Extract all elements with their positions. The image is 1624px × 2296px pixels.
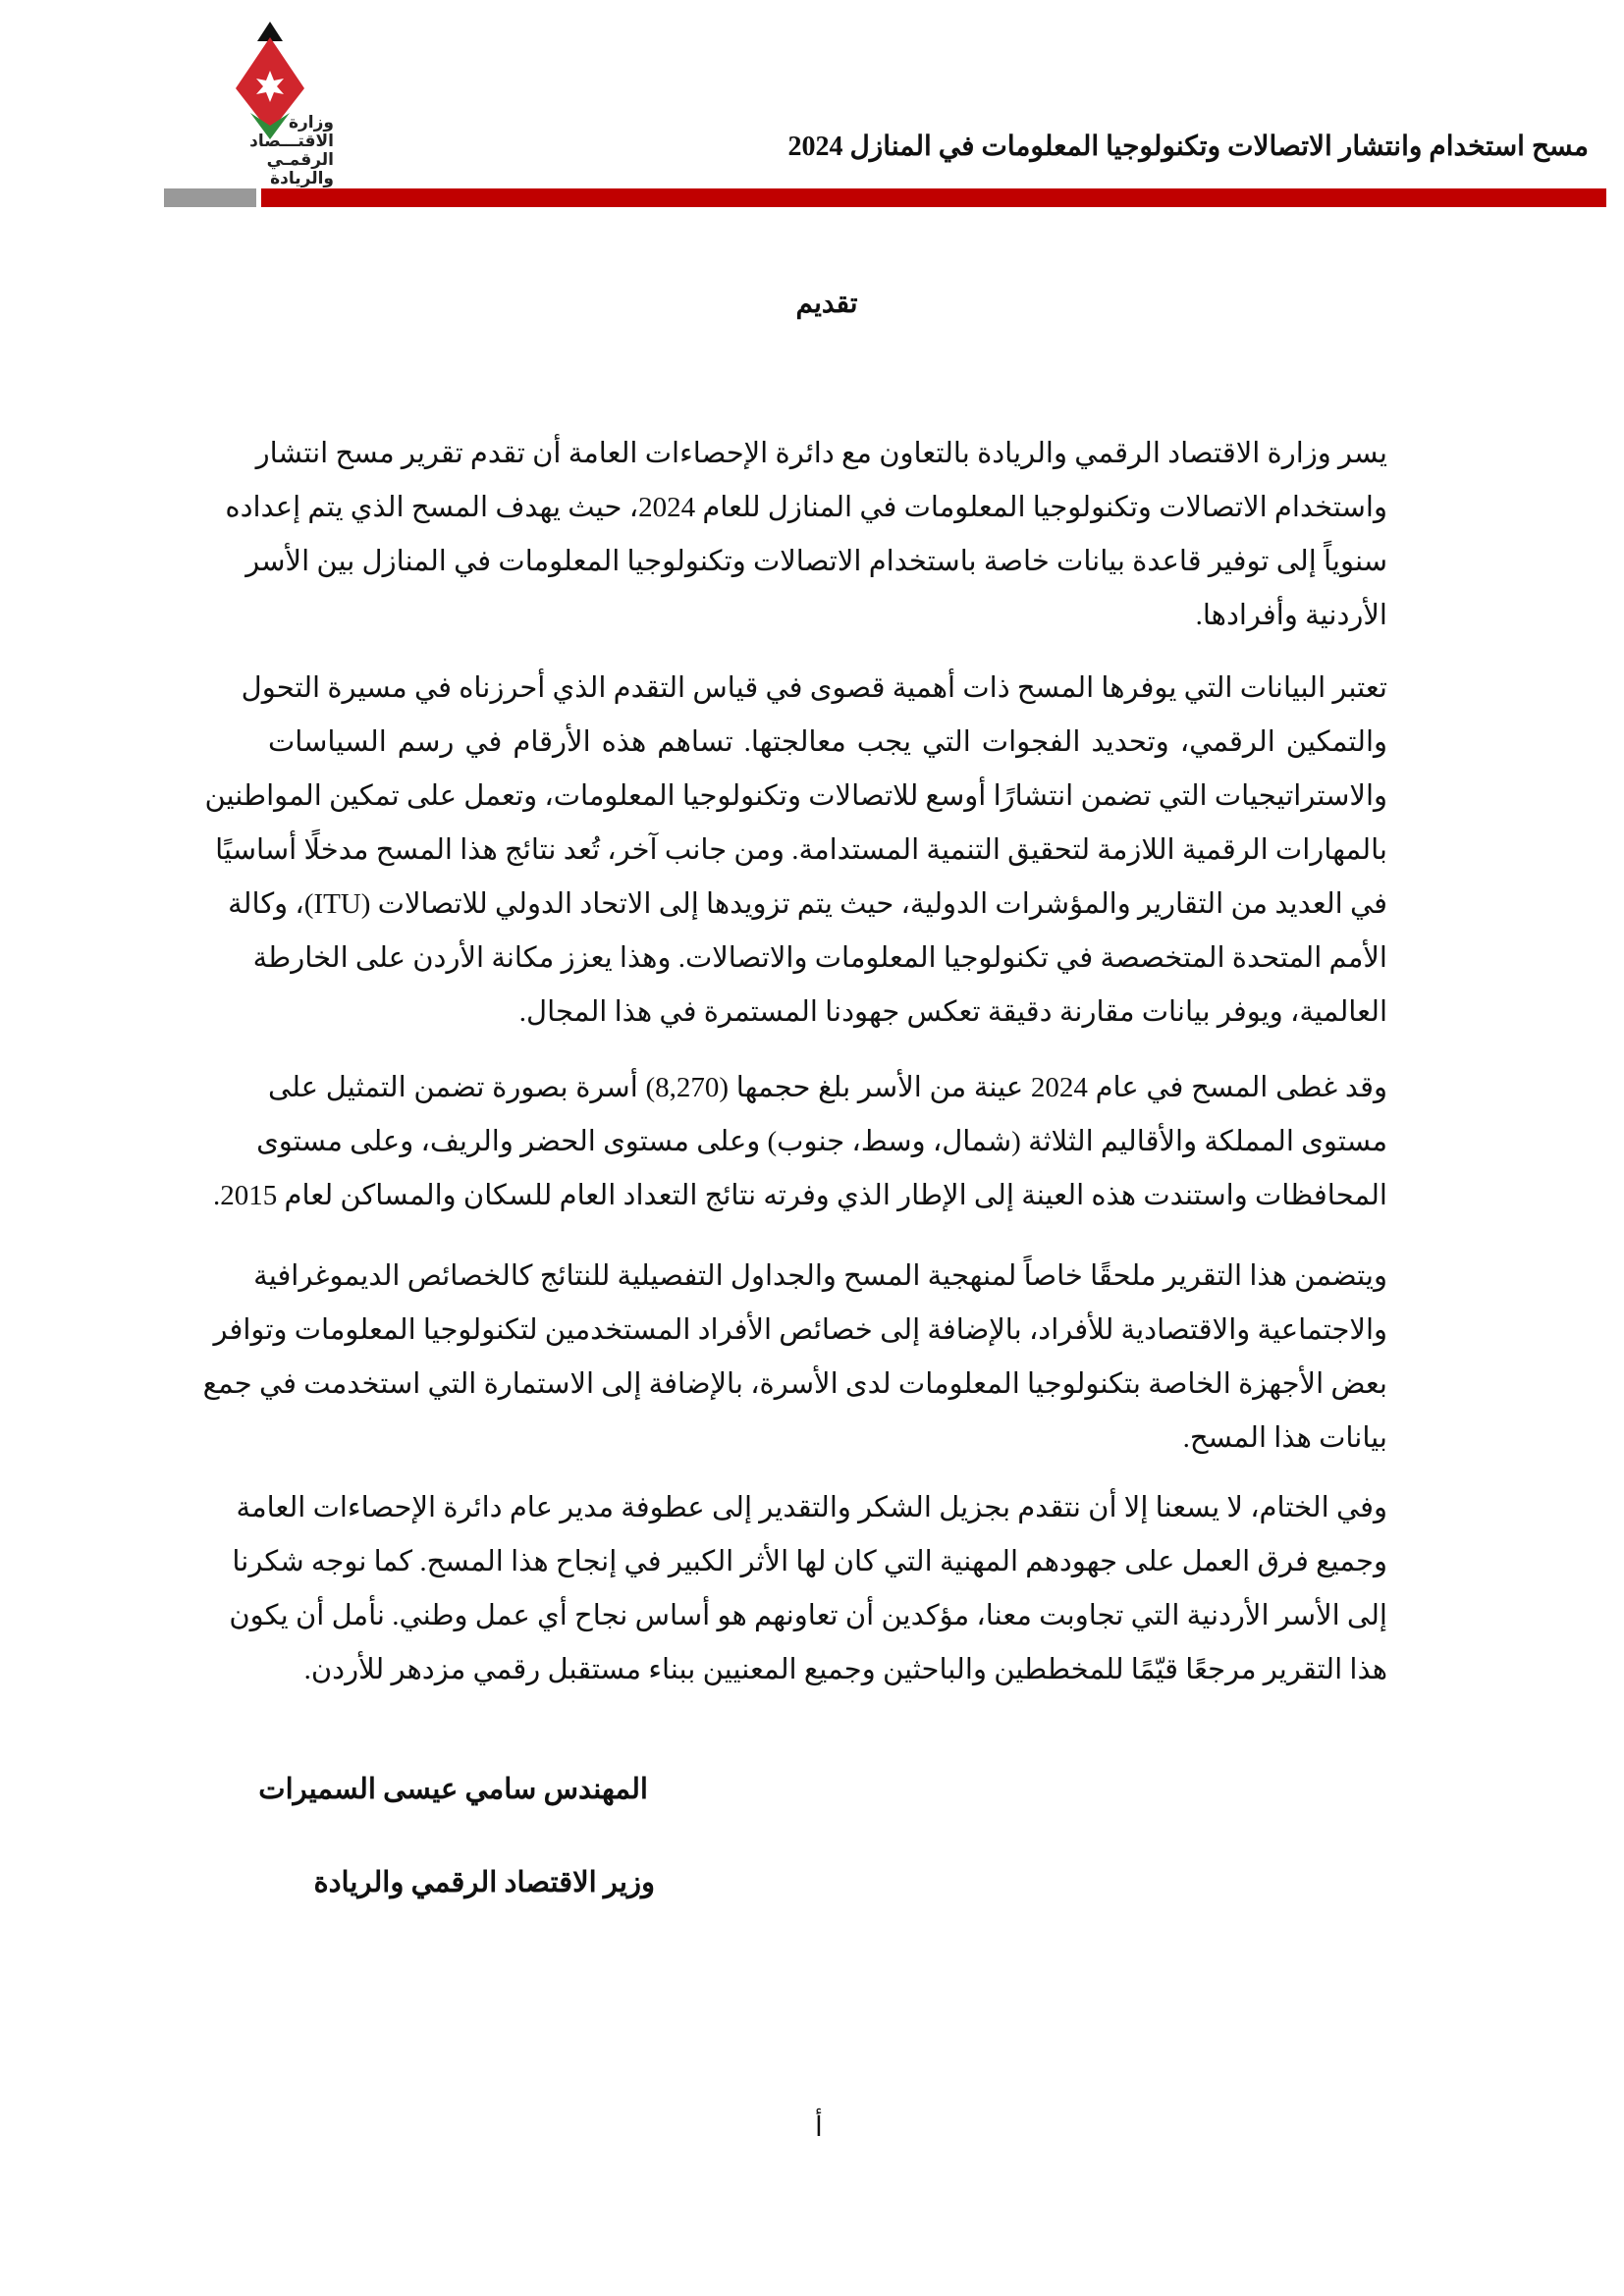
- logo-text-line: الرقمـي والريادة: [266, 150, 334, 188]
- header-title: مسح استخدام وانتشار الاتصالات وتكنولوجيا المعلومات في المنازل 2024: [787, 132, 1589, 162]
- paragraph-line: والتمكين الرقمي، وتحديد الفجوات التي يجب معالجتها. تساهم هذه الأرقام في رسم السياسات: [268, 726, 1387, 758]
- paragraph-line: المحافظات واستندت هذه العينة إلى الإطار الذي وفرته نتائج التعداد العام للسكان والمساكن لعام 2015.: [213, 1180, 1387, 1211]
- paragraph: [204, 662, 1387, 1040]
- header-gray-bar: [164, 188, 256, 207]
- page-number: أ: [815, 2112, 823, 2143]
- paragraph-line: سنوياً إلى توفير قاعدة بيانات خاصة باستخدام الاتصالات وتكنولوجيا المعلومات في المنازل بين الأسر: [245, 546, 1387, 577]
- paragraph-line: إلى الأسر الأردنية التي تجاوبت معنا، مؤكدين أن تعاونهم هو أساس نجاح أي عمل وطني. نأمل أن يكون: [229, 1600, 1387, 1631]
- logo-text-line: وزارة الاقتـــصاد: [249, 113, 334, 151]
- paragraph: [229, 1481, 1387, 1697]
- paragraph-line: في العديد من التقارير والمؤشرات الدولية، حيث يتم تزويدها إلى الاتحاد الدولي للاتصالات (ITU)، وكالة: [228, 888, 1387, 920]
- paragraph-line: هذا التقرير مرجعًا قيّمًا للمخططين والباحثين وجميع المعنيين ببناء مستقبل رقمي مزدهر للأردن.: [303, 1654, 1387, 1685]
- logo-text: [201, 114, 334, 188]
- paragraph-line: ويتضمن هذا التقرير ملحقًا خاصاً لمنهجية المسح والجداول التفصيلية للنتائج كالخصائص الديموغرافية: [253, 1260, 1387, 1292]
- paragraph-line: تعتبر البيانات التي يوفرها المسح ذات أهمية قصوى في قياس التقدم الذي أحرزناه في مسيرة التحول: [241, 672, 1387, 704]
- section-title: تقديم: [795, 287, 858, 319]
- paragraph-line: والاستراتيجيات التي تضمن انتشارًا أوسع للاتصالات وتكنولوجيا المعلومات، وتعمل على تمكين المواطنين: [204, 780, 1387, 812]
- paragraph-line: بيانات هذا المسح.: [1182, 1422, 1387, 1454]
- paragraph-line: مستوى المملكة والأقاليم الثلاثة (شمال، وسط، جنوب) وعلى مستوى الحضر والريف، وعلى مستوى: [256, 1126, 1387, 1157]
- paragraph: [202, 1250, 1387, 1466]
- paragraph-line: وقد غطى المسح في عام 2024 عينة من الأسر بلغ حجمها (8,270) أسرة بصورة تضمن التمثيل على: [268, 1072, 1387, 1103]
- paragraph: [213, 1061, 1387, 1223]
- paragraph-line: والاجتماعية والاقتصادية للأفراد، بالإضافة إلى خصائص الأفراد المستخدمين لتكنولوجيا المعلومات وتوافر: [213, 1314, 1387, 1346]
- signatory-name: المهندس سامي عيسى السميرات: [258, 1774, 648, 1805]
- paragraph-line: واستخدام الاتصالات وتكنولوجيا المعلومات في المنازل للعام 2024، حيث يهدف المسح الذي يتم إعداده: [225, 492, 1387, 523]
- paragraph-line: يسر وزارة الاقتصاد الرقمي والريادة بالتعاون مع دائرة الإحصاءات العامة أن تقدم تقرير مسح انتشار: [255, 438, 1387, 469]
- paragraph-line: وجميع فرق العمل على جهودهم المهنية التي كان لها الأثر الكبير في إنجاح هذا المسح. كما نوجه شكرنا: [232, 1546, 1387, 1577]
- paragraph-line: العالمية، ويوفر بيانات مقارنة دقيقة تعكس جهودنا المستمرة في هذا المجال.: [518, 996, 1387, 1028]
- paragraph-line: وفي الختام، لا يسعنا إلا أن نتقدم بجزيل الشكر والتقدير إلى عطوفة مدير عام دائرة الإحصاءات العامة: [236, 1492, 1387, 1523]
- paragraph: [225, 427, 1387, 643]
- paragraph-line: بالمهارات الرقمية اللازمة لتحقيق التنمية المستدامة. ومن جانب آخر، تُعد نتائج هذا المسح مدخلًا أساسيًا: [215, 834, 1387, 866]
- paragraph-line: بعض الأجهزة الخاصة بتكنولوجيا المعلومات لدى الأسرة، بالإضافة إلى الاستمارة التي استخدمت في جمع: [202, 1368, 1387, 1400]
- paragraph-line: الأمم المتحدة المتخصصة في تكنولوجيا المعلومات والاتصالات. وهذا يعزز مكانة الأردن على الخارطة: [252, 942, 1387, 974]
- header-red-bar: [261, 188, 1606, 207]
- paragraph-line: الأردنية وأفرادها.: [1195, 600, 1387, 631]
- signatory-title: وزير الاقتصاد الرقمي والريادة: [313, 1867, 655, 1898]
